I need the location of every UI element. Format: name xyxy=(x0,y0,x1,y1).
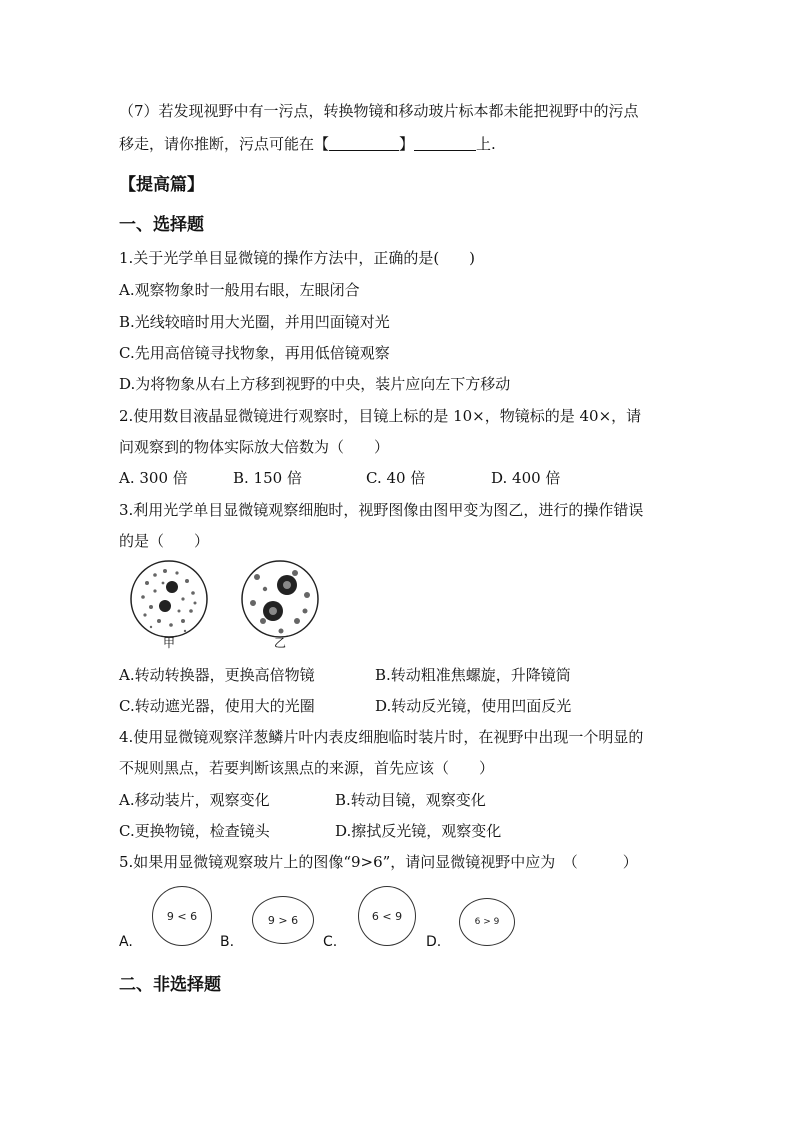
q5-stem: 5.如果用显微镜观察玻片上的图像“9>6”，请问显微镜视野中应为 （ ） xyxy=(119,853,638,871)
q5-option-a-image[interactable]: 9 < 6 xyxy=(152,886,212,946)
q3-figure xyxy=(125,555,325,655)
q7-blank-1[interactable] xyxy=(329,136,399,151)
q5-option-b-image[interactable]: 9 > 6 xyxy=(252,896,314,944)
q3-option-d[interactable]: D.转动反光镜，使用凹面反光 xyxy=(375,697,572,715)
figure-label-yi: 乙 xyxy=(274,636,287,650)
q5-option-a-letter[interactable]: A. xyxy=(119,934,133,950)
q7-text-b: 】 xyxy=(399,135,415,153)
q2-option-c[interactable]: C. 40 倍 xyxy=(366,469,426,487)
q3-option-c[interactable]: C.转动遮光器，使用大的光圈 xyxy=(119,697,315,715)
q2-option-b[interactable]: B. 150 倍 xyxy=(233,469,302,487)
q1-option-d[interactable]: D.为将物象从右上方移到视野的中央，装片应向左下方移动 xyxy=(119,375,511,393)
q4-stem-1: 4.使用显微镜观察洋葱鳞片叶内表皮细胞临时装片时，在视野中出现一个明显的 xyxy=(119,728,644,746)
q7-line-2 xyxy=(119,133,496,154)
figure-label-jia: 甲 xyxy=(163,636,176,650)
q5-option-c-image[interactable]: 6 < 9 xyxy=(358,886,416,946)
q2-stem-1: 2.使用数目液晶显微镜进行观察时，目镜上标的是 10×，物镜标的是 40×，请 xyxy=(119,407,642,425)
q3-option-a[interactable]: A.转动转换器，更换高倍物镜 xyxy=(119,666,315,684)
q5-option-c-letter[interactable]: C. xyxy=(323,934,338,950)
q1-option-c[interactable]: C.先用高倍镜寻找物象，再用低倍镜观察 xyxy=(119,344,390,362)
q4-option-d[interactable]: D.擦拭反光镜，观察变化 xyxy=(335,822,502,840)
field-of-view-jia xyxy=(131,561,207,637)
part1-title: 一、选择题 xyxy=(119,215,204,235)
q1-option-a[interactable]: A.观察物象时一般用右眼，左眼闭合 xyxy=(119,281,360,299)
part2-title: 二、非选择题 xyxy=(119,975,221,995)
q5-option-b-letter[interactable]: B. xyxy=(220,934,235,950)
q4-option-b[interactable]: B.转动目镜，观察变化 xyxy=(335,791,486,809)
q2-option-d[interactable]: D. 400 倍 xyxy=(491,469,561,487)
q5-option-d-image[interactable]: 6 > 9 xyxy=(459,898,515,946)
q4-option-c[interactable]: C.更换物镜，检查镜头 xyxy=(119,822,270,840)
q3-stem-1: 3.利用光学单目显微镜观察细胞时，视野图像由图甲变为图乙，进行的操作错误 xyxy=(119,501,644,519)
q2-stem-2: 问观察到的物体实际放大倍数为（ ） xyxy=(119,438,390,456)
q3-stem-2: 的是（ ） xyxy=(119,532,210,550)
q1-option-b[interactable]: B.光线较暗时用大光圈，并用凹面镜对光 xyxy=(119,313,390,331)
q1-stem: 1.关于光学单目显微镜的操作方法中，正确的是( ) xyxy=(119,249,476,267)
q2-option-a[interactable]: A. 300 倍 xyxy=(119,469,188,487)
q4-stem-2: 不规则黑点，若要判断该黑点的来源，首先应该（ ） xyxy=(119,759,495,777)
q7-blank-2[interactable] xyxy=(414,136,476,151)
q5-option-d-letter[interactable]: D. xyxy=(426,934,442,950)
q7-text-a: 移走，请你推断，污点可能在【 xyxy=(119,135,330,153)
field-of-view-yi xyxy=(242,561,318,637)
q7-text-c: 上. xyxy=(476,135,496,153)
section-title: 【提高篇】 xyxy=(119,175,204,195)
q7-line-1: （7）若发现视野中有一污点，转换物镜和移动玻片标本都未能把视野中的污点 xyxy=(119,102,639,120)
q3-option-b[interactable]: B.转动粗准焦螺旋，升降镜筒 xyxy=(375,666,571,684)
q4-option-a[interactable]: A.移动装片，观察变化 xyxy=(119,791,270,809)
